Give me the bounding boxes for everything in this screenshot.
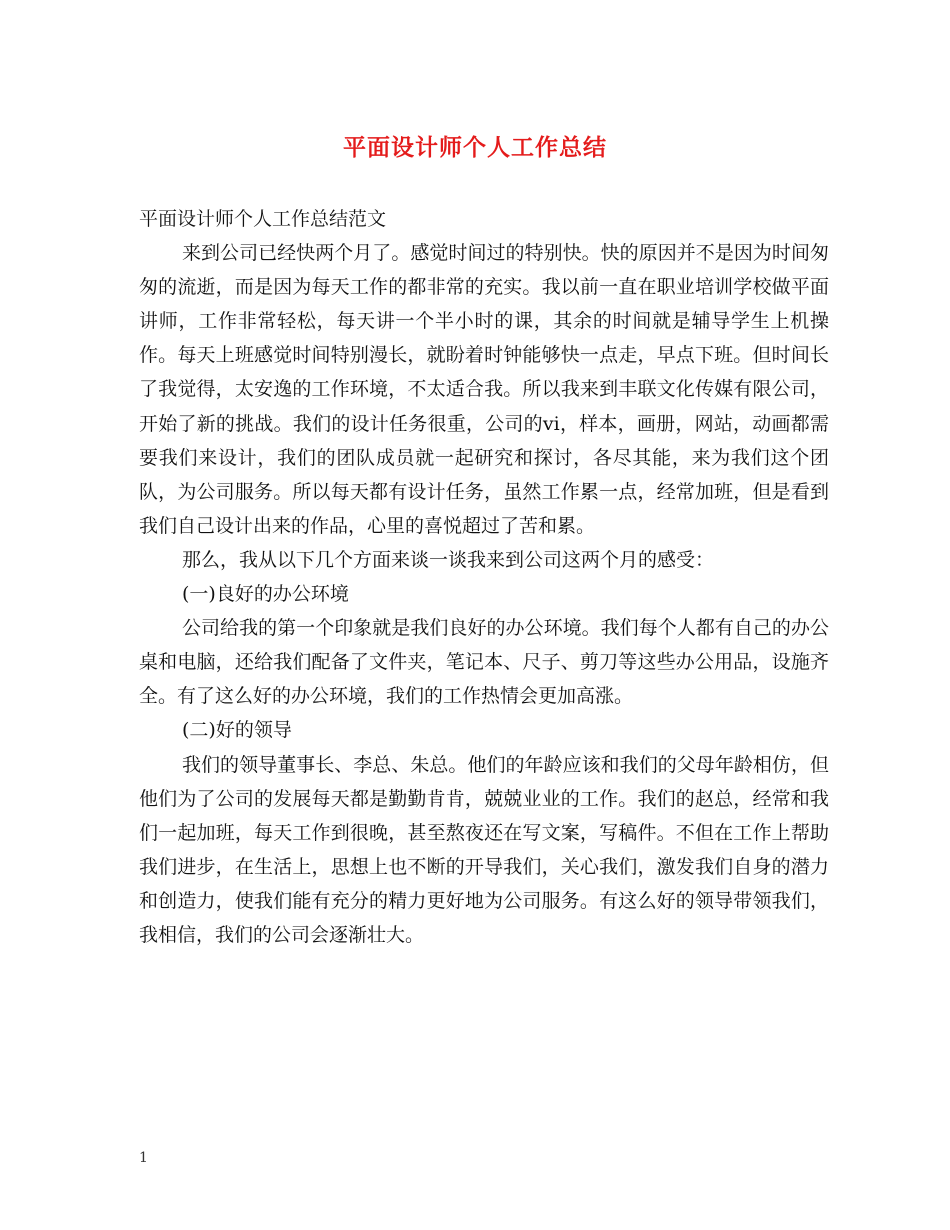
section-heading: (一)良好的办公环境 xyxy=(182,583,349,606)
page-number: 1 xyxy=(139,1150,148,1166)
body-paragraph: 公司给我的第一个印象就是我们良好的办公环境。我们每个人都有自己的办公桌和电脑，还给我们配备了文件夹，笔记本、尺子、剪刀等这些办公用品，设施齐全。有了这么好的办公环境，我们的工作热情会更加高涨。 xyxy=(139,617,829,708)
document-body xyxy=(139,202,829,952)
section-heading: (二)好的领导 xyxy=(182,719,292,742)
body-paragraph: 来到公司已经快两个月了。感觉时间过的特别快。快的原因并不是因为时间匆匆的流逝，而是因为每天工作的都非常的充实。我以前一直在职业培训学校做平面讲师，工作非常轻松，每天讲一个半小时的课，其余的时间就是辅导学生上机操作。每天上班感觉时间特别漫长，就盼着时钟能够快一点走，早点下班。但时间长了我觉得，太安逸的工作环境，不太适合我。所以我来到丰联文化传媒有限公司，开始了新的挑战。我们的设计任务很重，公司的vi，样本，画册，网站，动画都需要我们来设计，我们的团队成员就一起研究和探讨，各尽其能，来为我们这个团队，为公司服务。所以每天都有设计任务，虽然工作累一点，经常加班，但是看到我们自己设计出来的作品，心里的喜悦超过了苦和累。 xyxy=(139,242,829,537)
body-paragraph: 平面设计师个人工作总结范文 xyxy=(139,208,387,230)
document-title: 平面设计师个人工作总结 xyxy=(343,134,607,161)
body-paragraph: 那么，我从以下几个方面来谈一谈我来到公司这两个月的感受： xyxy=(182,548,715,571)
body-paragraph: 我们的领导董事长、李总、朱总。他们的年龄应该和我们的父母年龄相仿，但他们为了公司的发展每天都是勤勤肯肯，兢兢业业的工作。我们的赵总，经常和我们一起加班，每天工作到很晚，甚至熬夜还在写文案，写稿件。不但在工作上帮助我们进步，在生活上，思想上也不断的开导我们，关心我们，激发我们自身的潜力和创造力，使我们能有充分的精力更好地为公司服务。有这么好的领导带领我们，我相信，我们的公司会逐渐壮大。 xyxy=(139,753,829,946)
